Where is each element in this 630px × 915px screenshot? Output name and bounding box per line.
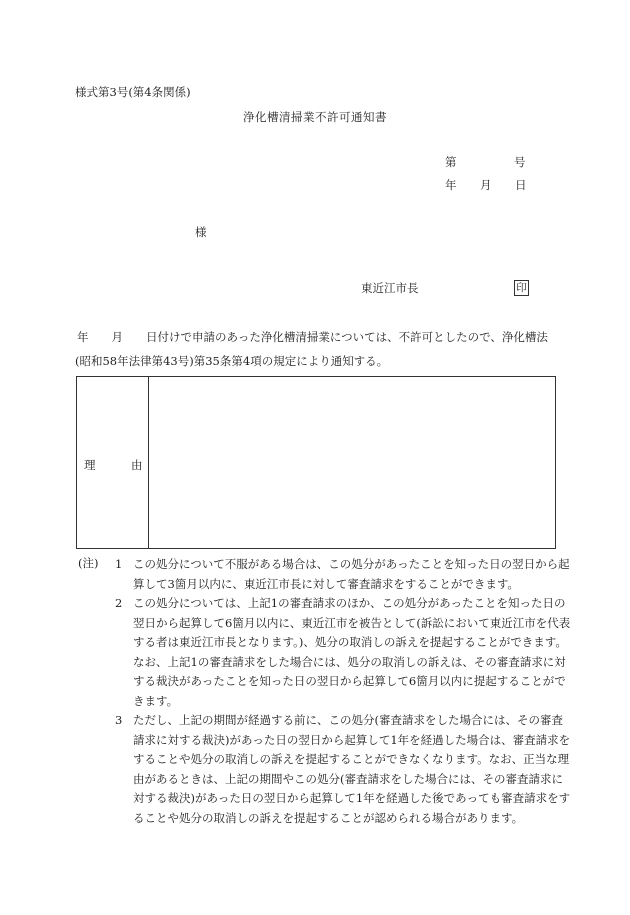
seal-mark: 印	[514, 280, 529, 296]
issuer-name: 東近江市長	[361, 281, 419, 295]
notes-label: (注)	[78, 556, 99, 570]
notice-body: 年 月 日付けで申請のあった浄化槽清掃業については、不許可としたので、浄化槽法(昭和58年法律第43号)第35条第4項の規定により通知する。	[75, 330, 548, 368]
note-text: この処分について不服がある場合は、この処分があったことを知った日の翌日から起算して3箇月以内に、東近江市長に対して審査請求をすることができます。	[133, 557, 570, 591]
note-number: 2	[115, 596, 123, 610]
date-year: 年	[445, 178, 457, 192]
reason-divider	[148, 377, 149, 548]
addressee-honorific: 様	[195, 225, 207, 239]
reference-number-suffix: 号	[514, 155, 526, 169]
note-text: この処分については、上記1の審査請求のほか、この処分があったことを知った日の翌日から起算して6箇月以内に、東近江市を被告として(訴訟において東近江市を代表する者は東近江市長となります。)、処分の取消しの訴えを提起することができます。なお、上記1の審査請求をした場合には、処分の取消しの訴えは、その審査請求に対する裁決があったことを知った日の翌日から起算して6箇月以内に提起することができます。	[133, 596, 571, 708]
note-text: ただし、上記の期間が経過する前に、この処分(審査請求をした場合には、その審査請求に対する裁決)があった日の翌日から起算して1年を経過した場合は、審査請求をすることや処分の取消しの訴えを提起することができなくなります。なお、正当な理由があるときは、上記の期間やこの処分(審査請求をした場合には、その審査請求に対する裁決)があった日の翌日から起算して1年を経過した後であっても審査請求をすることや処分の取消しの訴えを提起することが認められる場合があります。	[133, 713, 571, 825]
reference-number-prefix: 第	[445, 155, 457, 169]
document-title: 浄化槽清掃業不許可通知書	[243, 110, 387, 124]
form-number: 様式第3号(第4条関係)	[75, 85, 191, 99]
note-item	[115, 711, 573, 829]
note-item	[115, 594, 573, 712]
note-item	[115, 555, 573, 594]
date-day: 日	[515, 178, 527, 192]
reason-label-second: 由	[131, 458, 143, 472]
reason-box	[76, 376, 556, 549]
note-number: 1	[115, 557, 123, 571]
note-number: 3	[115, 713, 123, 727]
reason-label-first: 理	[84, 458, 96, 472]
date-month: 月	[480, 178, 492, 192]
